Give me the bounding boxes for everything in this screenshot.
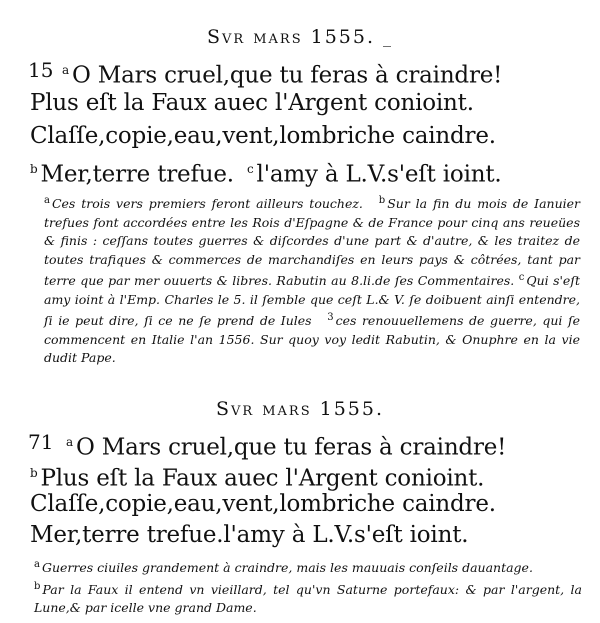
note-line: [34, 556, 582, 578]
verse-mark: b: [30, 466, 38, 480]
note-text: Par la Faux il entend vn vieillard, tel qu'vn Saturne portefaux: & par l'argent, la Lune,& par icelle vne grand Dame.: [34, 581, 582, 616]
note-mark: a: [44, 195, 50, 206]
verse-line: [30, 121, 496, 151]
note-text: ces renouuellemens de guerre, qui ſe commencent en Italie l'an 1556. Sur quoy voy ledit Rabutin, & Onuphre en la vie dudit Pape.: [44, 313, 580, 366]
verse-text: Plus eſt la Faux auec l'Argent conioint.: [30, 90, 474, 116]
section-b-heading-text: Svr mars 1555.: [215, 398, 385, 420]
note-text: Qui s'eſt amy ioint à l'Emp. Charles le 5. il ſemble que ceſt L.& V. ſe doibuent ainſi entendre, ſi ie peut dire, ſi ce ne ſe prend de Iules: [44, 273, 580, 329]
heading-tick-mark: _: [383, 28, 394, 47]
section-a-heading: [0, 26, 600, 48]
verse-mark: a: [66, 435, 73, 449]
section-a-heading-text: Svr mars 1555.: [206, 26, 376, 48]
verse-text: Claſſe,copie,eau,vent,lombriche caindre.: [30, 491, 496, 517]
note-text: Guerres ciuiles grandement à craindre, mais les mauuais conſeils dauantage.: [41, 560, 533, 576]
section-b-heading: [0, 398, 600, 420]
section-b-notes: [34, 556, 582, 618]
verse-mark: a: [62, 63, 69, 77]
verse-mark: b: [30, 162, 38, 176]
note-line: [34, 578, 582, 618]
section-b-number: 71: [28, 430, 54, 454]
verse-text: Claſſe,copie,eau,vent,lombriche caindre.: [30, 123, 496, 149]
note-text: Sur la fin du mois de Ianuier trefues font accordées entre les Rois d'Eſpagne & de France pour cinq ans reueües & finis : ceſſans toutes guerres & diſcordes d'une part & d'autre, & les traitez de toutes trafiques & commerces de marchandiſes en leurs pays & côtrées, tant par terre que par mer ouuerts & libres. Rabutin au 8.li.de ſes Commentaires.: [44, 196, 580, 289]
note-mark: c: [518, 272, 525, 284]
note-mark: b: [378, 195, 386, 206]
verse-line: [30, 154, 502, 190]
verse-line: [30, 520, 468, 550]
section-a-number: 15: [28, 58, 54, 82]
section-a-notes: [44, 192, 580, 368]
verse-text: O Mars cruel,que tu feras à craindre!: [75, 434, 507, 461]
verse-line: [62, 55, 502, 91]
note-mark: a: [34, 559, 40, 570]
verse-text: Mer,terre trefue.: [40, 161, 234, 188]
verse-text: l'amy à L.V.s'eſt ioint.: [256, 161, 502, 188]
verse-text: Plus eſt la Faux auec l'Argent conioint.: [40, 465, 485, 492]
verse-text: O Mars cruel,que tu feras à craindre!: [71, 62, 503, 89]
note-mark: b: [34, 580, 41, 592]
verse-line: [30, 88, 474, 118]
verse-line: [30, 489, 496, 519]
verse-mark: c: [247, 162, 254, 176]
note-mark: 3: [327, 312, 334, 324]
verse-text: Mer,terre trefue.l'amy à L.V.s'eſt ioint.: [30, 522, 469, 548]
note-text: Ces trois vers premiers feront ailleurs touchez.: [51, 196, 363, 212]
